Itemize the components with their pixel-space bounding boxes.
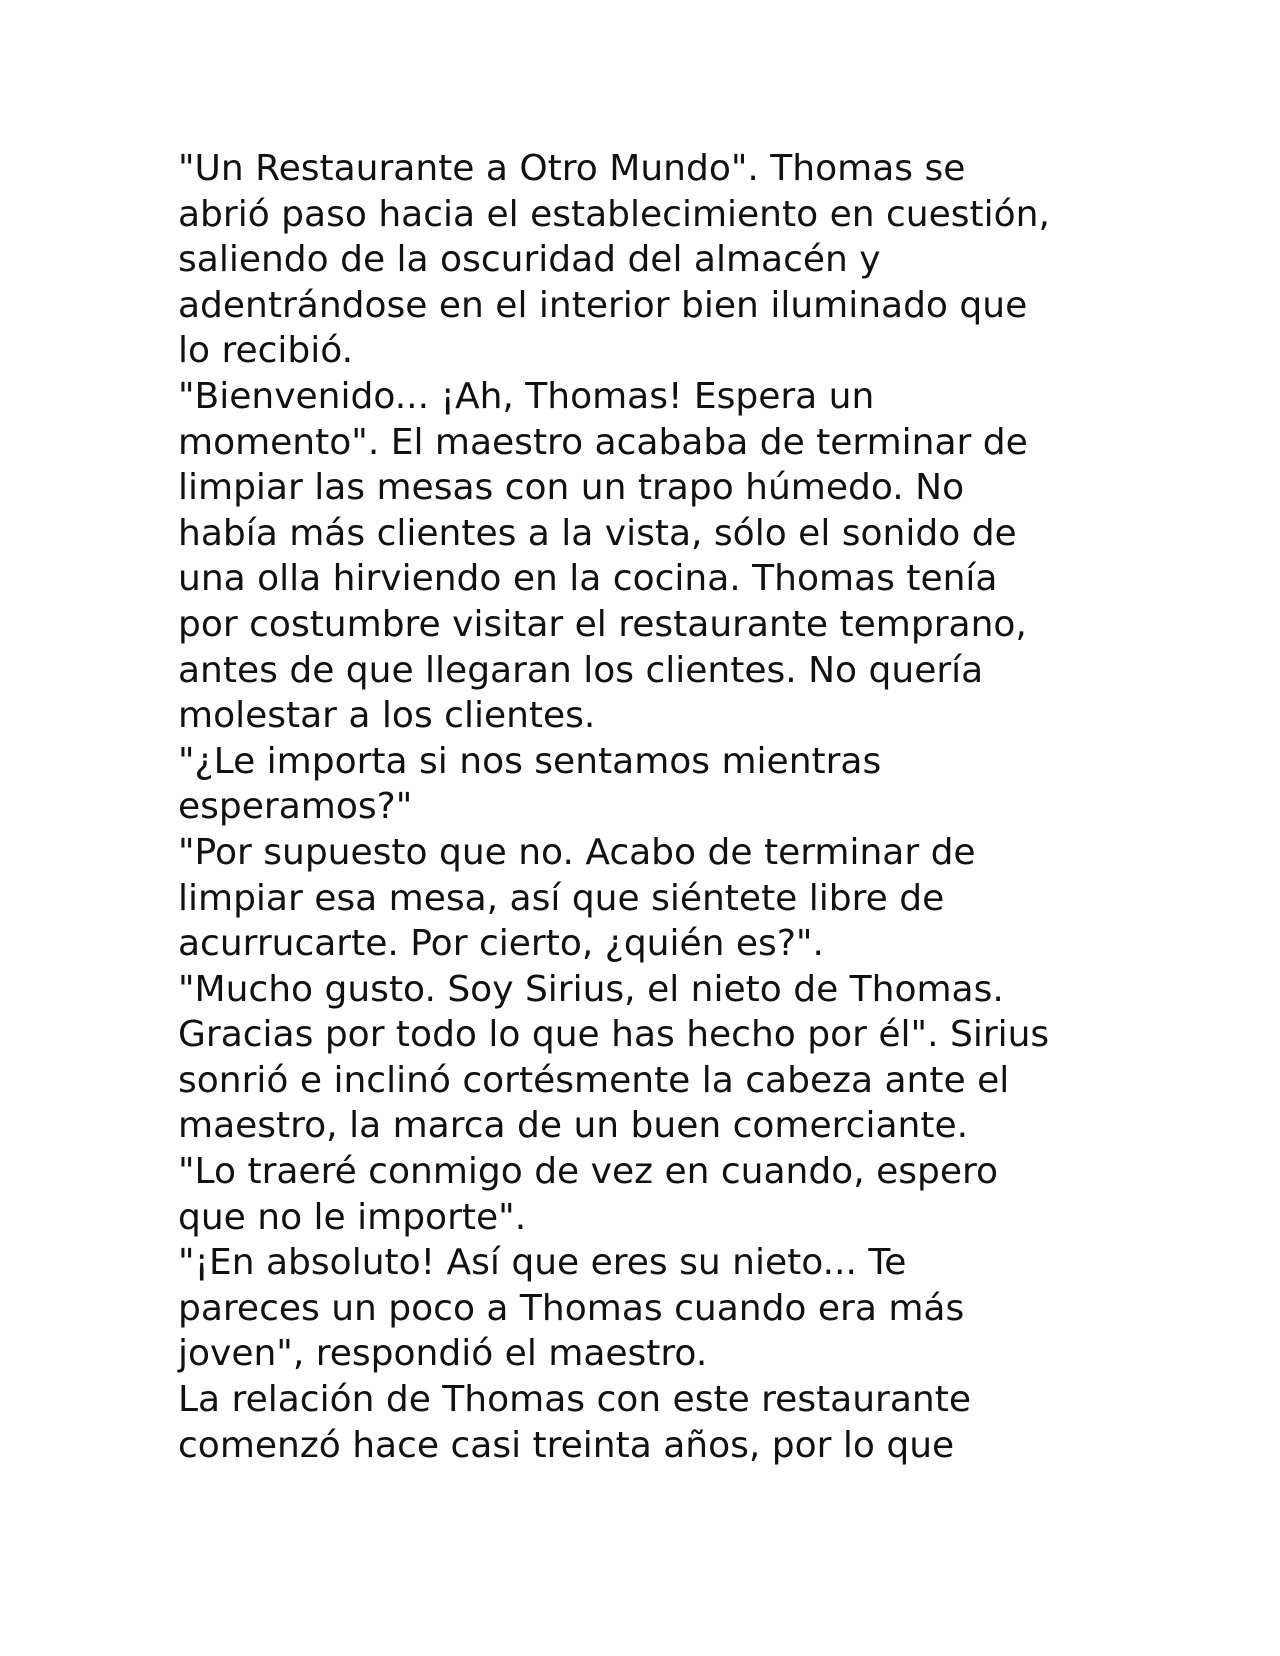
text-line: molestar a los clientes.: [178, 695, 596, 737]
text-line: esperamos?": [178, 786, 413, 828]
text-line: que no le importe".: [178, 1196, 527, 1238]
text-line: "Bienvenido... ¡Ah, Thomas! Espera un: [178, 375, 875, 417]
text-line: una olla hirviendo en la cocina. Thomas tenía: [178, 558, 998, 600]
text-line: abrió paso hacia el establecimiento en cuestión,: [178, 193, 1050, 235]
text-line: comenzó hace casi treinta años, por lo que: [178, 1424, 955, 1466]
text-line: "¡En absoluto! Así que eres su nieto... Te: [178, 1242, 907, 1284]
text-line: limpiar esa mesa, así que siéntete libre de: [178, 877, 945, 919]
text-line: "Un Restaurante a Otro Mundo". Thomas se: [178, 148, 966, 189]
text-line: adentrándose en el interior bien iluminado que: [178, 284, 1028, 326]
text-line: acurrucarte. Por cierto, ¿quién es?".: [178, 923, 824, 965]
text-line: "¿Le importa si nos sentamos mientras: [178, 740, 882, 782]
text-line: Gracias por todo lo que has hecho por él". Sirius: [178, 1014, 1050, 1056]
text-line: sonrió e inclinó cortésmente la cabeza ante el: [178, 1059, 1010, 1101]
text-line: limpiar las mesas con un trapo húmedo. No: [178, 467, 965, 509]
text-line: maestro, la marca de un buen comerciante.: [178, 1105, 969, 1147]
body-text: [178, 146, 1178, 1468]
text-line: saliendo de la oscuridad del almacén y: [178, 239, 881, 281]
text-line: por costumbre visitar el restaurante temprano,: [178, 603, 1027, 645]
text-line: joven", respondió el maestro.: [178, 1333, 708, 1375]
text-line: lo recibió.: [178, 330, 354, 372]
text-line: "Lo traeré conmigo de vez en cuando, espero: [178, 1151, 999, 1193]
text-line: La relación de Thomas con este restaurante: [178, 1379, 972, 1421]
text-line: "Por supuesto que no. Acabo de terminar de: [178, 831, 976, 873]
text-line: momento". El maestro acababa de terminar de: [178, 421, 1028, 463]
text-line: pareces un poco a Thomas cuando era más: [178, 1287, 965, 1329]
text-line: "Mucho gusto. Soy Sirius, el nieto de Thomas.: [178, 968, 1004, 1010]
text-line: había más clientes a la vista, sólo el sonido de: [178, 512, 1017, 554]
text-line: antes de que llegaran los clientes. No quería: [178, 649, 984, 691]
